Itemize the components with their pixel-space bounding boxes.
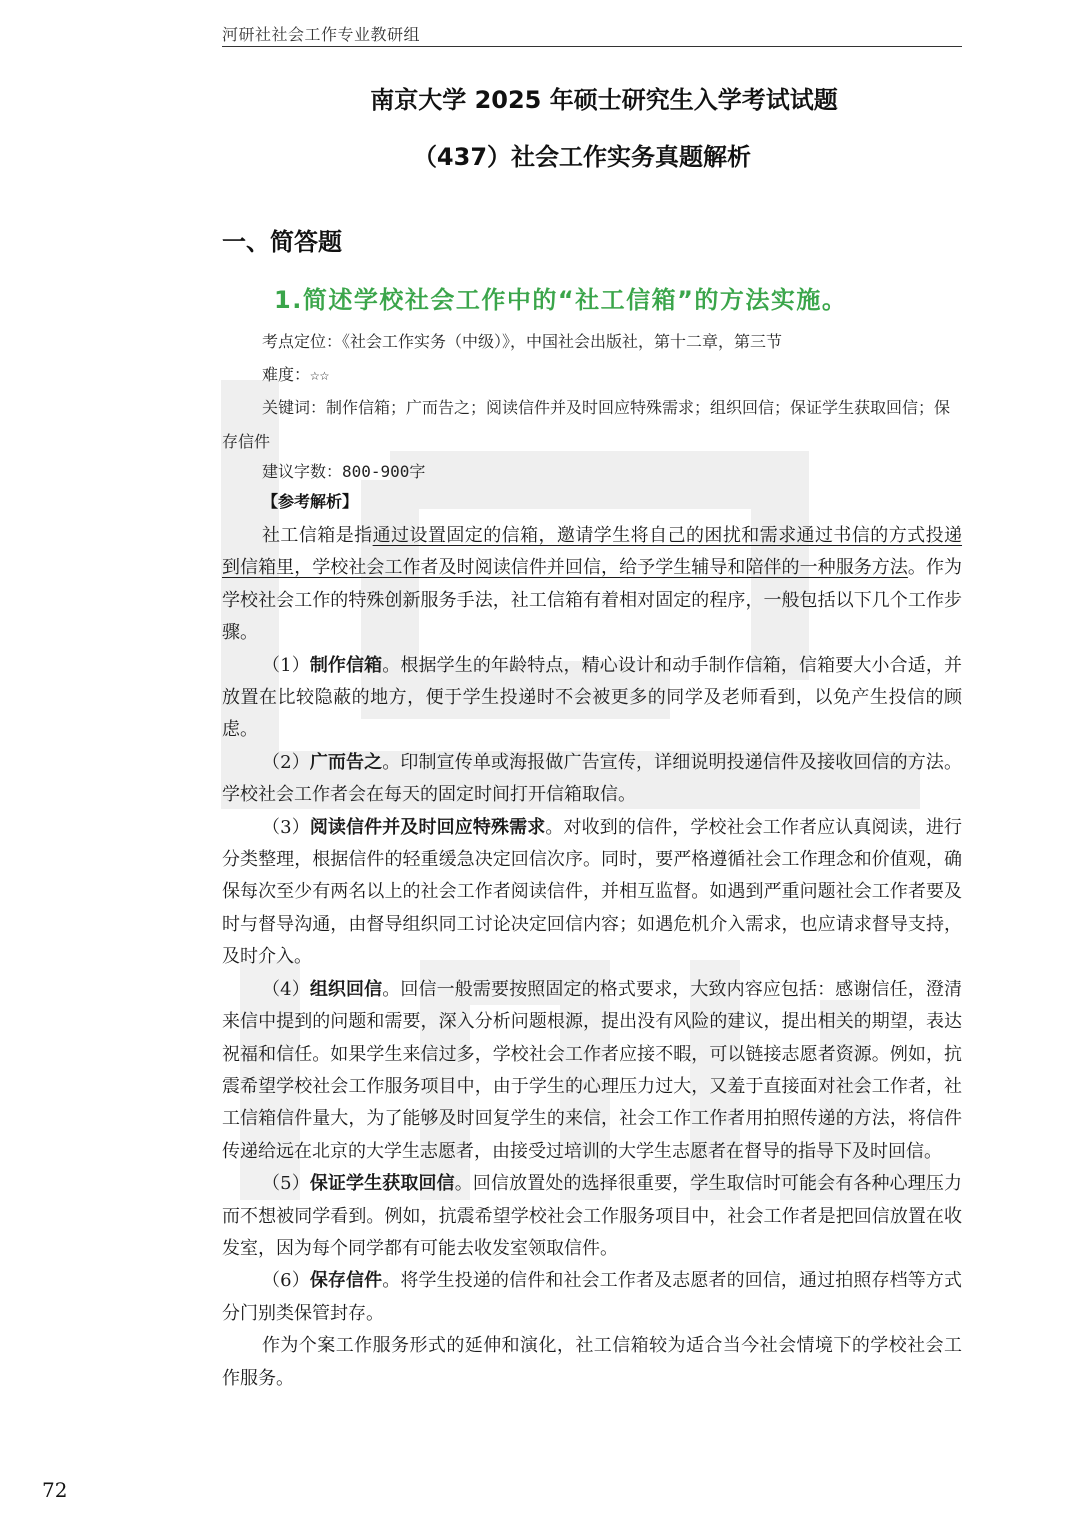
word-count-text: 建议字数：800-900字 [262,462,426,481]
step-number: （3） [262,816,310,838]
difficulty [222,358,962,392]
step-keyword: 保证学生获取回信 [309,1173,455,1195]
step-paragraph [222,974,962,1168]
step-text: 。回信放置处的选择很重要，学生取信时可能会有各种心理压力而不想被同学看到。例如，抗震希望学校社会工作服务项目中，社会工作者是把回信放置在收发室，因为每个同学都有可能去收发室领取信件。 [222,1173,963,1259]
exam-point-text: 考点定位：《社会工作实务（中级）》，中国社会出版社，第十二章，第三节 [262,332,783,351]
step-paragraph [222,1168,962,1265]
intro-paragraph [222,520,962,650]
step-paragraph [222,1265,962,1330]
word-count [222,455,962,489]
keywords: 关键词：制作信箱；广而告之；阅读信件并及时回应特殊需求；组织回信；保证学生获取回信；保存信件 [222,398,951,451]
step-text: 。回信一般需要按照固定的格式要求，大致内容应包括：感谢信任，澄清来信中提到的问题和需要，深入分析问题根源，提出没有风险的建议，提出相关的期望，表达祝福和信任。如果学生来信过多，学校社会工作者应接不暇，可以链接志愿者资源。例如，抗震希望学校社会工作服务项目中，由于学生的心理压力过大，又羞于直接面对社会工作者，社工信箱信件量大，为了能够及时回复学生的来信，社会工作工作者用拍照传递的方法，将信件传递给远在北京的大学生志愿者，由接受过培训的大学生志愿者在督导的指导下及时回信。 [222,978,963,1162]
question-heading: 1.简述学校社会工作中的“社工信箱”的方法实施。 [274,286,848,314]
reference-label: 【参考解析】 [262,492,359,511]
intro-definition: 通过设置固定的信箱，邀请学生将自己的困扰和需求通过书信的方式投递到信箱里，学校社会工作者及时阅读信件并回信，给予学生辅导和陪伴的一种服务方法 [222,525,963,579]
step-text: 。将学生投递的信件和社会工作者及志愿者的回信，通过拍照存档等方式分门别类保管封存。 [222,1270,963,1324]
step-keyword: 阅读信件并及时回应特殊需求 [309,816,546,838]
step-number: （4） [262,978,310,1000]
answer-body [222,520,962,1395]
step-keyword: 组织回信 [309,978,383,1000]
step-number: （5） [262,1173,310,1195]
step-text: 。根据学生的年龄特点，精心设计和动手制作信箱，信箱要大小合适，并放置在比较隐蔽的地方，便于学生投递时不会被更多的同学及老师看到，以免产生投信的顾虑。 [222,654,963,741]
exam-point [222,325,962,359]
step-text: 。对收到的信件，学校社会工作者应认真阅读，进行分类整理，根据信件的轻重缓急决定回信次序。同时，要严格遵循社会工作理念和价值观，确保每次至少有两名以上的社会工作者阅读信件，并相互监督。如遇到严重问题社会工作者要及时与督导沟通，由督导组织同工讨论决定回信内容；如遇危机介入需求，也应请求督导支持，及时介入。 [222,816,963,968]
intro-rest: 。作为学校社会工作的特殊创新服务手法，社工信箱有着相对固定的程序，一般包括以下几个工作步骤。 [222,557,963,644]
conclusion-paragraph: 作为个案工作服务形式的延伸和演化，社工信箱较为适合当今社会情境下的学校社会工作服务。 [222,1335,962,1389]
intro-lead: 社工信箱是指 [262,525,373,546]
step-number: （1） [262,654,310,676]
header-divider [222,46,962,47]
document-title: 南京大学 2025 年硕士研究生入学考试试题 [370,86,838,114]
difficulty-text: 难度：☆☆ [262,365,330,384]
section-heading: 一、简答题 [222,228,342,256]
running-title: 河研社社会工作专业教研组 [222,25,421,44]
step-number: （6） [262,1270,310,1292]
step-keyword: 保存信件 [309,1270,383,1292]
step-number: （2） [262,751,310,773]
step-keyword: 制作信箱 [309,654,383,676]
page-number: 72 [42,1478,68,1502]
step-keyword: 广而告之 [309,751,383,773]
step-paragraph [222,812,962,974]
document-subtitle: （437）社会工作实务真题解析 [412,143,752,171]
step-text: 。印制宣传单或海报做广告宣传，详细说明投递信件及接收回信的方法。学校社会工作者会在每天的固定时间打开信箱取信。 [222,751,963,806]
step-paragraph [222,747,962,812]
step-paragraph [222,650,962,747]
